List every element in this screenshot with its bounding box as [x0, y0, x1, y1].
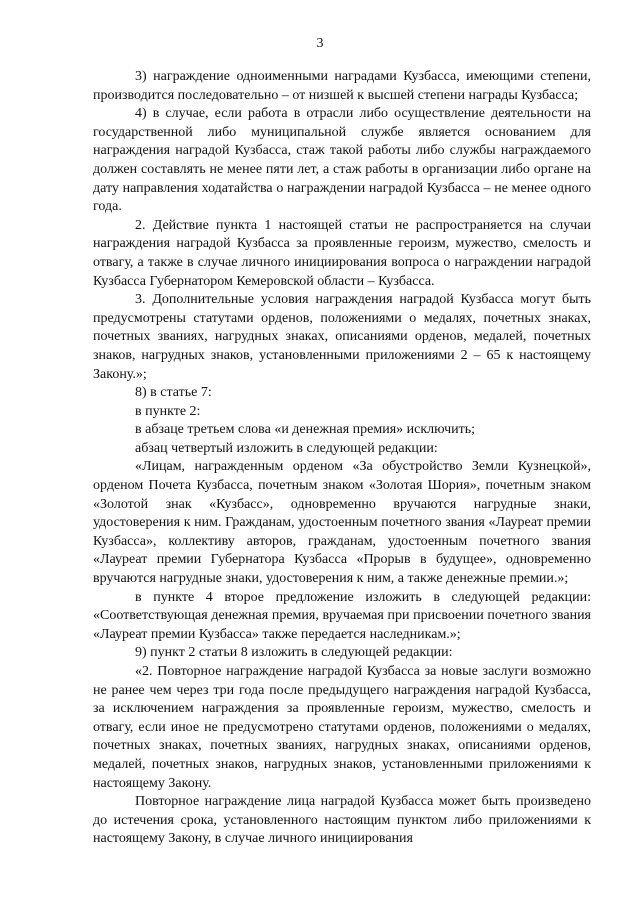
paragraph-item-9: 9) пункт 2 статьи 8 изложить в следующей редакции: — [135, 645, 453, 661]
paragraph-third-indent: в абзаце третьем слова «и денежная премия» исключить; — [135, 422, 476, 438]
paragraph-item-8: 8) в статье 7: — [135, 385, 212, 401]
document-body — [93, 68, 591, 849]
paragraph-repeat-award: «2. Повторное награждение наградой Кузбасса за новые заслуги возможно не ранее чем через три года после предыдущего награждения наградой Кузбасса, за исключением награждения за проявленные героизм, мужество, смелость и отвагу, если иное не предусмотрено статутами орденов, положениями о медалях, почетных знаках, почетных званиях, нагрудных знаках, описаниями орденов, медалей, почетных знаков, нагрудных знаков, установленными приложениями к настоящему Закону. — [93, 664, 591, 791]
paragraph-fourth-indent: абзац четвертый изложить в следующей редакции: — [135, 440, 438, 456]
paragraph-clause-2: 2. Действие пункта 1 настоящей статьи не распространяется на случаи награждения наградой Кузбасса за проявленные героизм, мужество, смелость и отвагу, а также в случае личного инициирования вопроса о награждении наградой Кузбасса Губернатором Кемеровской области – Кузбасса. — [93, 217, 591, 289]
paragraph-clause-3: 3. Дополнительные условия награждения наградой Кузбасса могут быть предусмотрены статутами орденов, положениями о медалях, почетных знаках, почетных званиях, нагрудных знаках, описаниями орденов, медалей, почетных знаков, нагрудных знаков, установленными приложениями 2 – 65 к настоящему Закону.»; — [93, 292, 591, 382]
paragraph-item-3: 3) награждение одноименными наградами Кузбасса, имеющими степени, производится последовательно – от низшей к высшей степени награды Кузбасса; — [93, 69, 591, 103]
paragraph-repeat-award-early: Повторное награждение лица наградой Кузбасса может быть произведено до истечения срока, установленного настоящим пунктом либо приложениями к настоящему Закону, в случае личного инициирования — [93, 794, 591, 847]
page-number: 3 — [316, 36, 324, 51]
paragraph-point-4: в пункте 4 второе предложение изложить в следующей редакции: «Соответствующая денежная премия, вручаемая при присвоении почетного звания «Лауреат премии Кузбасса» также передается наследникам.»; — [93, 589, 591, 642]
paragraph-item-4: 4) в случае, если работа в отрасли либо осуществление деятельности на государственной либо муниципальной службе является основанием для награждения наградой Кузбасса, стаж такой работы либо службы награждаемого должен составлять не менее пяти лет, а стаж работы в организации либо органе на дату направления ходатайства о награждении наградой Кузбасса – не менее одного года. — [93, 106, 591, 215]
paragraph-quoted-awards: «Лицам, награжденным орденом «За обустройство Земли Кузнецкой», орденом Почета Кузбасса, почетным знаком «Золотая Шория», почетным знаком «Золотой знак «Кузбасс», одновременно вручаются нагрудные знаки, удостоверения к ним. Гражданам, удостоенным почетного звания «Лауреат премии Кузбасса», коллективу авторов, гражданам, удостоенным почетного звания «Лауреат премии Губернатора Кузбасса «Прорыв в будущее», одновременно вручаются нагрудные знаки, удостоверения к ним, а также денежные премии.»; — [93, 459, 591, 587]
paragraph-point-2: в пункте 2: — [135, 403, 201, 419]
